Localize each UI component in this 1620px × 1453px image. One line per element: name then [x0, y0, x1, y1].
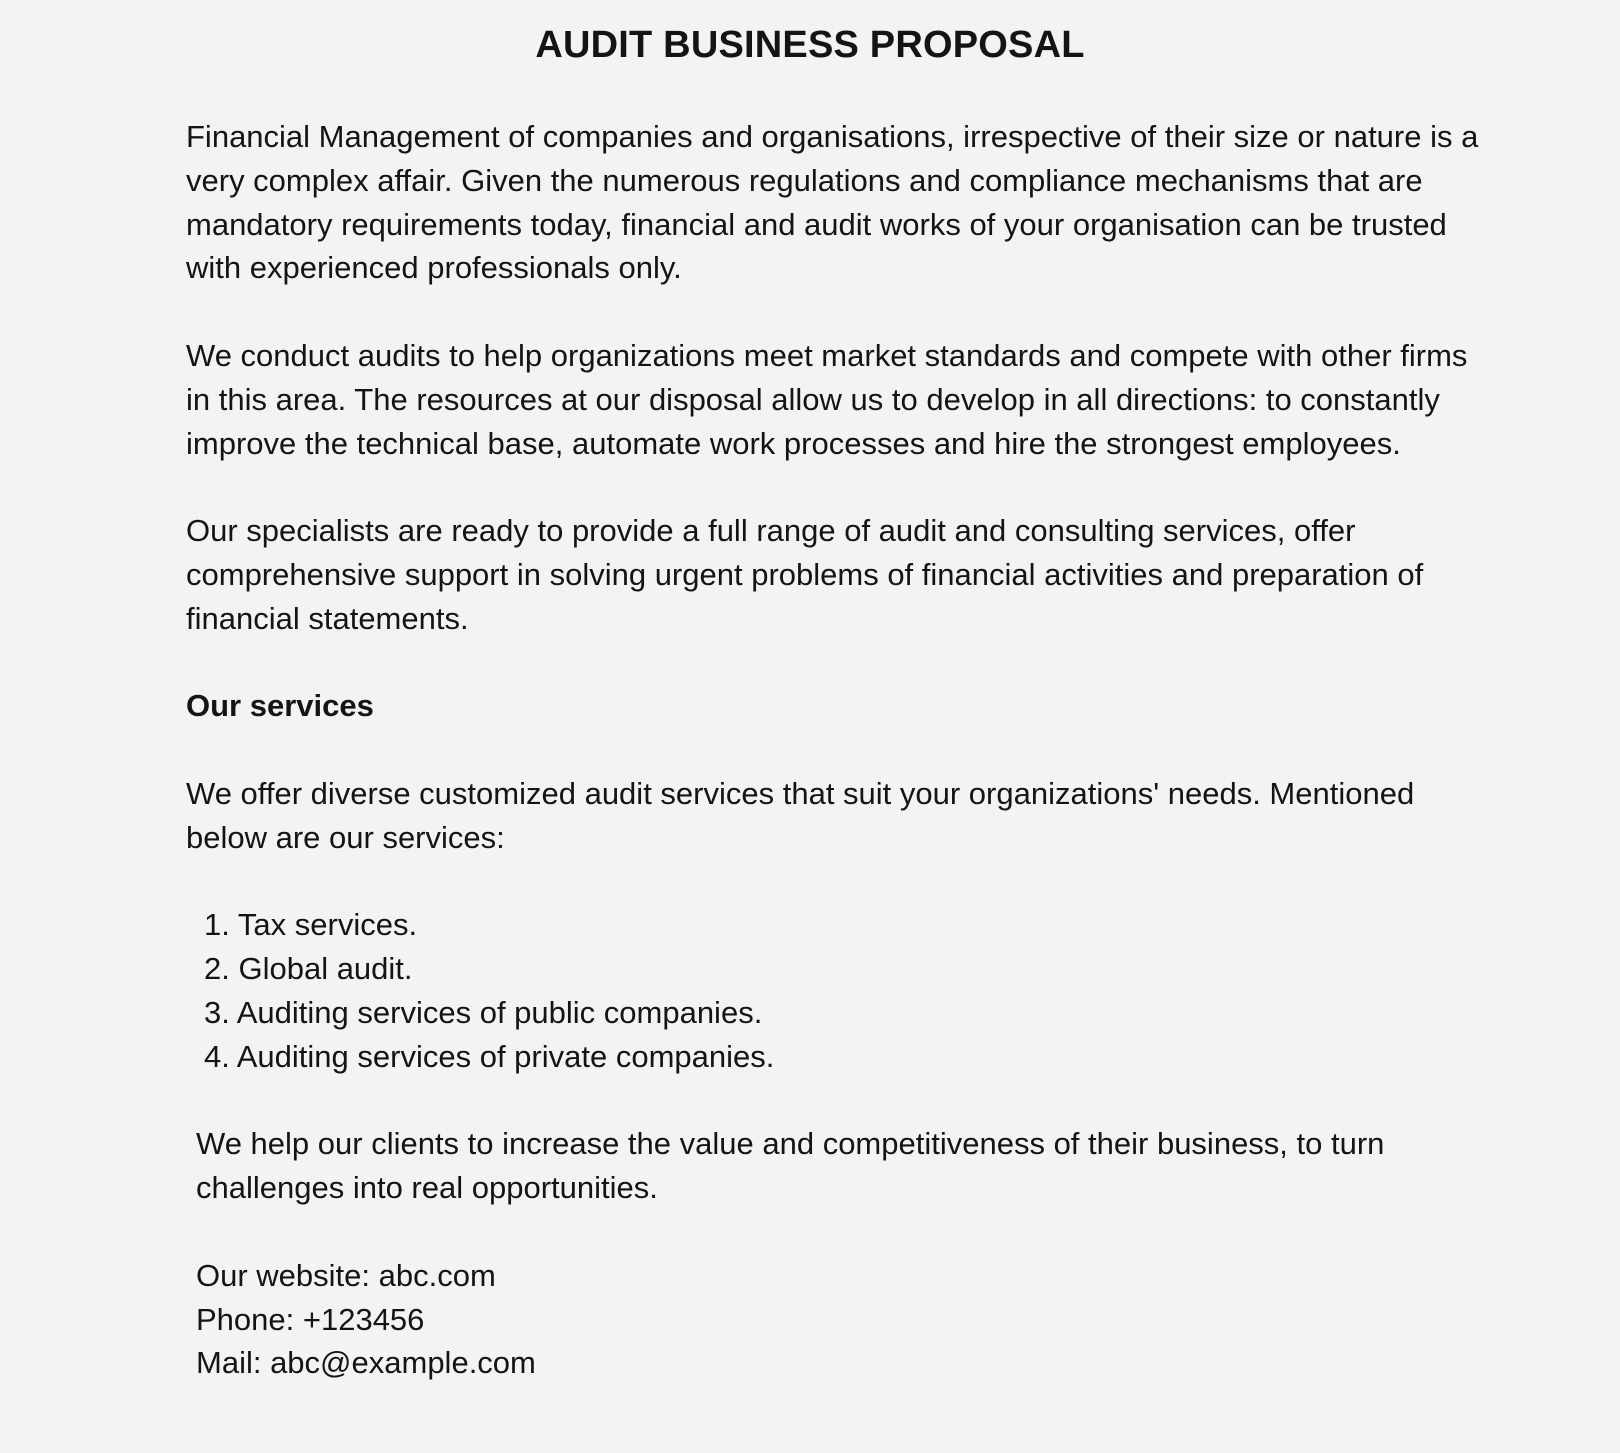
contact-website: Our website: abc.com [196, 1257, 496, 1293]
paragraph-spacer [186, 728, 1486, 772]
paragraph-spacer [186, 860, 1486, 904]
services-list [186, 903, 1486, 1078]
list-item: 3. Auditing services of public companies. [204, 994, 763, 1030]
contact-phone: Phone: +123456 [196, 1301, 425, 1337]
paragraph-audits: We conduct audits to help organizations meet market standards and compete with other firms in this area. The resources at our disposal allow us to develop in all directions: to constantly improve the technical base, automate work processes and hire the strongest employees. [186, 337, 1468, 461]
list-item: 2. Global audit. [204, 951, 413, 987]
services-heading: Our services [186, 688, 374, 724]
paragraph-spacer [186, 465, 1486, 509]
document-title: AUDIT BUSINESS PROPOSAL [535, 24, 1085, 66]
paragraph-intro: Financial Management of companies and organisations, irrespective of their size or nature is a very complex affair. Given the numerous regulations and compliance mechanisms that are mandatory requirements today, financial and audit works of your organisation can be trusted with experienced professionals only. [186, 119, 1479, 286]
contact-block [186, 1254, 1486, 1385]
list-item: 4. Auditing services of private companies. [204, 1038, 775, 1074]
list-item: 1. Tax services. [204, 907, 418, 943]
document-body [186, 115, 1486, 1385]
paragraph-specialists: Our specialists are ready to provide a full range of audit and consulting services, offer comprehensive support in solving urgent problems of financial activities and preparation of financial statements. [186, 513, 1424, 636]
closing-paragraph: We help our clients to increase the value and competitiveness of their business, to turn challenges into real opportunities. [196, 1126, 1385, 1206]
paragraph-spacer [186, 1210, 1486, 1254]
contact-mail: Mail: abc@example.com [196, 1345, 536, 1381]
services-intro: We offer diverse customized audit services that suit your organizations' needs. Mentioned below are our services: [186, 775, 1415, 855]
paragraph-spacer [186, 1079, 1486, 1123]
paragraph-spacer [186, 641, 1486, 685]
paragraph-spacer [186, 290, 1486, 334]
